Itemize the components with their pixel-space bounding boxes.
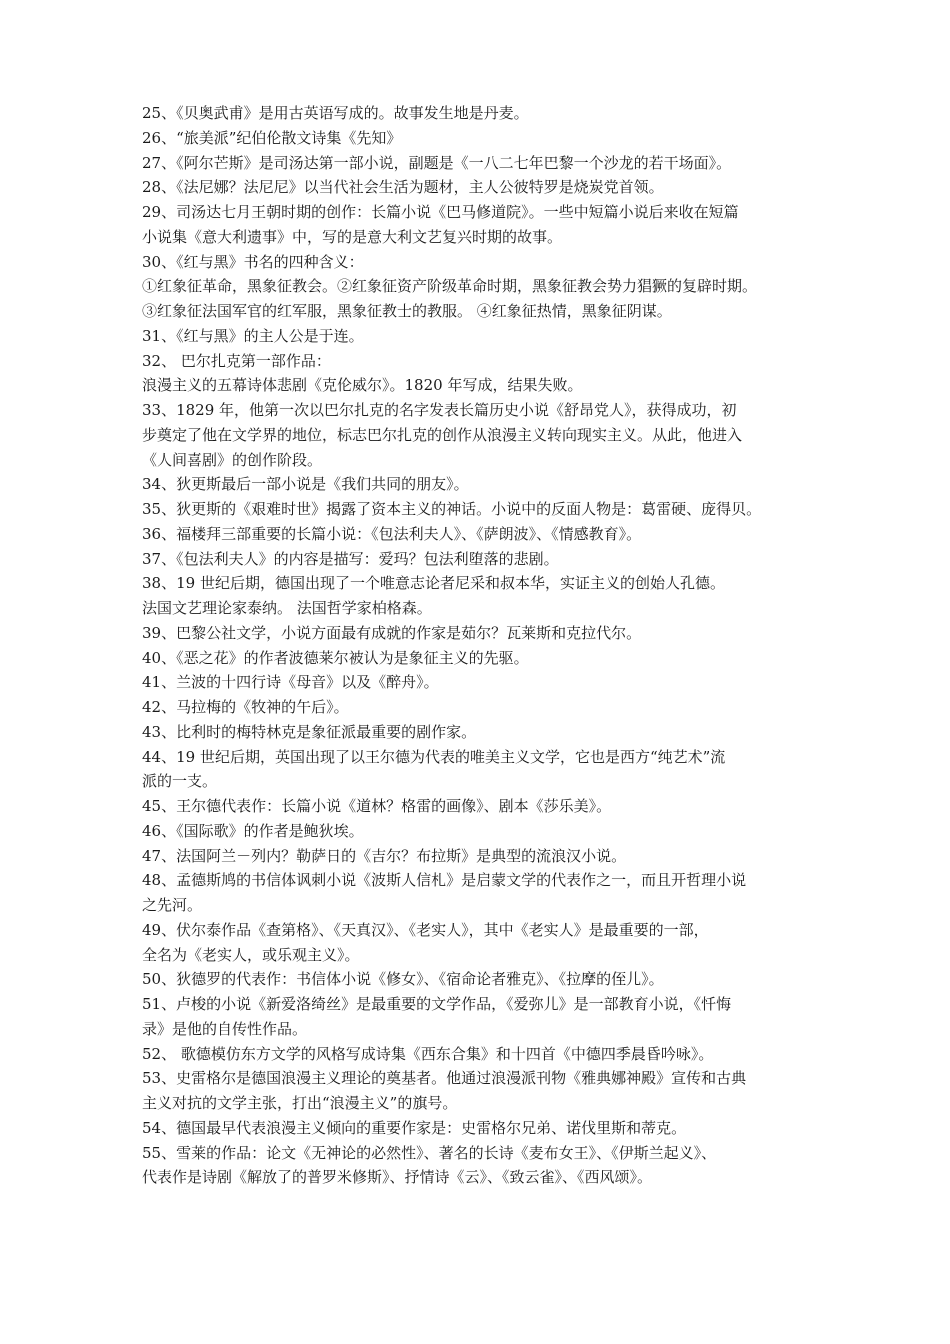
text-line: 小说集《意大利遗事》中，写的是意大利文艺复兴时期的故事。 (142, 227, 563, 246)
text-line: 50、狄德罗的代表作：书信体小说《修女》、《宿命论者雅克》、《拉摩的侄儿》。 (142, 970, 664, 989)
text-line: 步奠定了他在文学界的地位，标志巴尔扎克的创作从浪漫主义转向现实主义。从此，他进入 (142, 425, 743, 444)
text-line: 37、《包法利夫人》的内容是描写：爱玛？包法利堕落的悲剧。 (142, 549, 559, 568)
text-line: 48、孟德斯鸠的书信体讽刺小说《波斯人信札》是启蒙文学的代表作之一，而且开哲理小说 (142, 871, 747, 890)
text-line: 30、《红与黑》书名的四种含义： (142, 252, 364, 271)
text-line: 52、 歌德模仿东方文学的风格写成诗集《西东合集》和十四首《中德四季晨昏吟咏》。 (142, 1044, 714, 1063)
text-line: 38、19 世纪后期，德国出现了一个唯意志论者尼采和叔本华，实证主义的创始人孔德。 (142, 574, 725, 593)
text-line: ③红象征法国军官的红军服，黑象征教士的教服。 ④红象征热情，黑象征阴谋。 (142, 302, 672, 320)
text-line: 27、《阿尔芒斯》是司汤达第一部小说，副题是《一八二七年巴黎一个沙龙的若干场面》。 (142, 153, 732, 172)
document-body (142, 101, 818, 1190)
text-line: 32、 巴尔扎克第一部作品： (142, 351, 331, 370)
text-line: 55、雪莱的作品：论文《无神论的必然性》、著名的长诗《麦布女王》、《伊斯兰起义》、 (142, 1143, 717, 1162)
text-line: 36、福楼拜三部重要的长篇小说：《包法利夫人》、《萨朗波》、《情感教育》。 (142, 524, 642, 543)
text-line: 54、德国最早代表浪漫主义倾向的重要作家是：史雷格尔兄弟、诺伐里斯和蒂克。 (142, 1118, 687, 1137)
text-line: 33、1829 年，他第一次以巴尔扎克的名字发表长篇历史小说《舒昂党人》，获得成功，初 (142, 401, 737, 419)
text-line: 之先河。 (142, 896, 203, 914)
text-line: 45、王尔德代表作：长篇小说《道林？格雷的画像》、剧本《莎乐美》。 (142, 797, 612, 815)
text-line: ①红象征革命，黑象征教会。②红象征资产阶级革命时期，黑象征教会势力猖獗的复辟时期。 (142, 277, 758, 296)
text-line: 46、《国际歌》的作者是鲍狄埃。 (142, 821, 364, 840)
text-line: 《人间喜剧》的创作阶段。 (142, 450, 323, 469)
text-line: 代表作是诗剧《解放了的普罗米修斯》、抒情诗《云》、《致云雀》、《西风颂》。 (142, 1168, 653, 1187)
text-line: 浪漫主义的五幕诗体悲剧《克伦威尔》。1820 年写成，结果失败。 (142, 376, 583, 395)
text-line: 49、伏尔泰作品《查第格》、《天真汉》、《老实人》，其中《老实人》是最重要的一部， (142, 920, 709, 939)
text-line: 全名为《老实人，或乐观主义》。 (142, 945, 360, 964)
text-line: 28、《法尼娜？法尼尼》以当代社会生活为题材，主人公彼特罗是烧炭党首领。 (142, 178, 664, 197)
text-line: 25、《贝奥武甫》是用古英语写成的。故事发生地是丹麦。 (142, 104, 529, 122)
text-line: 26、“旅美派”纪伯伦散文诗集《先知》 (142, 128, 402, 147)
text-line: 派的一支。 (142, 772, 218, 791)
text-line: 47、法国阿兰－列内？勒萨日的《吉尔？布拉斯》是典型的流浪汉小说。 (142, 846, 627, 865)
text-line: 53、史雷格尔是德国浪漫主义理论的奠基者。他通过浪漫派刊物《雅典娜神殿》宣传和古典 (142, 1069, 747, 1088)
text-line: 39、巴黎公社文学，小说方面最有成就的作家是茹尔？瓦莱斯和克拉代尔。 (142, 623, 642, 642)
text-line: 31、《红与黑》的主人公是于连。 (142, 326, 364, 345)
text-line: 44、19 世纪后期，英国出现了以王尔德为代表的唯美主义文学，它也是西方“纯艺术”流 (142, 747, 726, 766)
text-line: 42、马拉梅的《牧神的午后》。 (142, 698, 349, 716)
text-line: 35、狄更斯的《艰难时世》揭露了资本主义的神话。小说中的反面人物是：葛雷硬、庞得贝。 (142, 500, 762, 518)
text-line: 主义对抗的文学主张，打出“浪漫主义”的旗号。 (142, 1094, 458, 1112)
text-line: 40、《恶之花》的作者波德莱尔被认为是象征主义的先驱。 (142, 648, 529, 667)
text-line: 43、比利时的梅特林克是象征派最重要的剧作家。 (142, 722, 477, 741)
text-line: 29、司汤达七月王朝时期的创作：长篇小说《巴马修道院》。一些中短篇小说后来收在短篇 (142, 203, 739, 221)
text-line: 录》是他的自传性作品。 (142, 1019, 308, 1038)
text-line: 51、卢梭的小说《新爱洛绮丝》是最重要的文学作品，《爱弥儿》是一部教育小说，《忏悔 (142, 995, 732, 1013)
text-line: 法国文艺理论家泰纳。 法国哲学家柏格森。 (142, 599, 432, 617)
text-line: 34、狄更斯最后一部小说是《我们共同的朋友》。 (142, 475, 469, 494)
text-line: 41、兰波的十四行诗《母音》以及《醉舟》。 (142, 673, 439, 692)
